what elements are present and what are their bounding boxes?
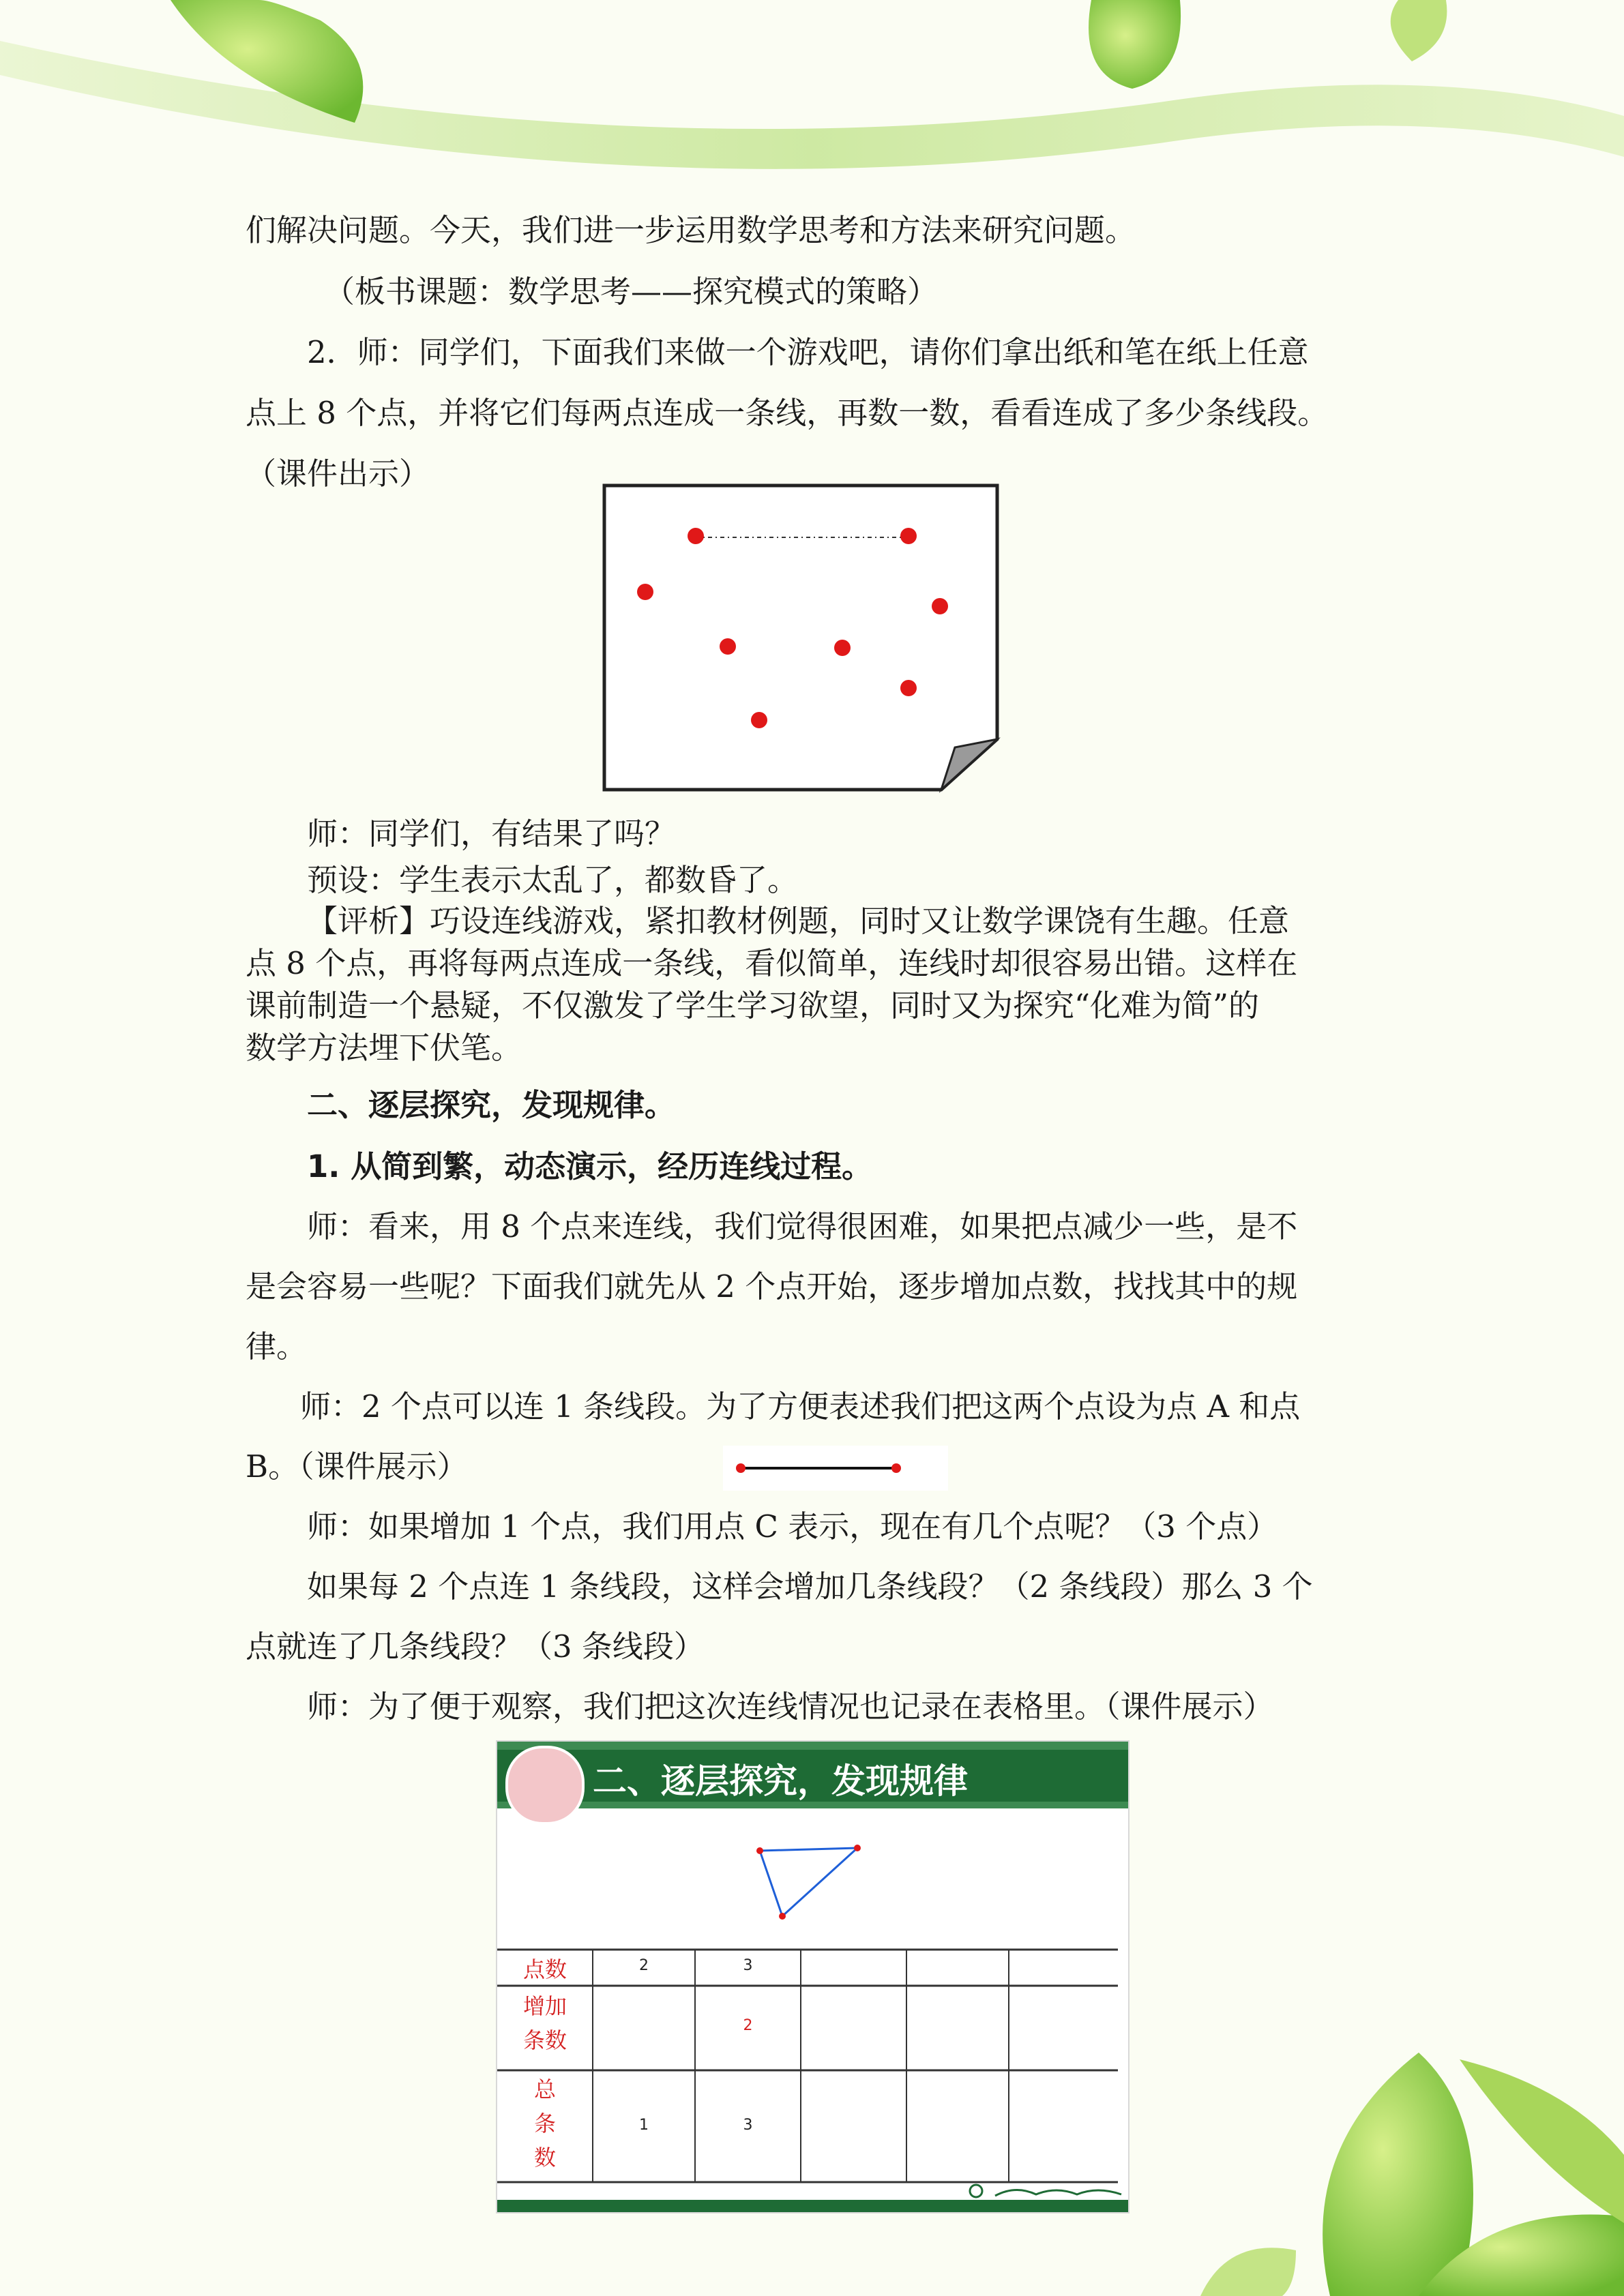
header-added: 增加: [522, 1993, 567, 2019]
slide-title: 二、逐层探究，发现规律: [593, 1761, 968, 1801]
cell-points-2: 2: [639, 1957, 649, 1974]
header-total: 数: [533, 2145, 556, 2171]
paragraph: 如果每 2 个点连 1 条线段，这样会增加几条线段？（2 条线段）那么 3 个: [307, 1568, 1313, 1605]
header-points: 点数: [522, 1956, 567, 1982]
paragraph: 预设：学生表示太乱了，都数昏了。: [307, 862, 799, 898]
paragraph: B。（课件展示）: [246, 1448, 468, 1485]
point-b: [891, 1463, 901, 1473]
board-title-note: （板书课题：数学思考——探究模式的策略）: [324, 273, 939, 310]
paragraph: 律。: [246, 1328, 308, 1365]
paragraph: 师：如果增加 1 个点，我们用点 C 表示，现在有几个点呢？（3 个点）: [307, 1508, 1278, 1545]
slide-footer-bar: [497, 2200, 1128, 2212]
dot: [900, 528, 917, 544]
dot: [900, 680, 917, 696]
paragraph: 师：同学们，有结果了吗？: [307, 816, 676, 852]
point-a: [736, 1463, 745, 1473]
section-heading: 二、逐层探究，发现规律。: [307, 1087, 676, 1123]
cell-total-2: 1: [639, 2117, 649, 2134]
comment-paragraph: 课前制造一个悬疑，不仅激发了学生学习欲望，同时又为探究“化难为简”的: [246, 987, 1260, 1024]
header-added: 条数: [522, 2027, 567, 2053]
publisher-logo-icon: [968, 2182, 1125, 2200]
paragraph: 点上 8 个点，并将它们每两点连成一条线，再数一数，看看连成了多少条线段。: [246, 395, 1329, 431]
paragraph: 们解决问题。今天，我们进一步运用数学思考和方法来研究问题。: [246, 212, 1136, 248]
cell-total-3: 3: [743, 2117, 753, 2134]
paragraph: 师：看来，用 8 个点来连线，我们觉得很困难，如果把点减少一些，是不: [307, 1208, 1298, 1244]
cell-added-3: 2: [743, 2017, 753, 2034]
paragraph: 点就连了几条线段？（3 条线段）: [246, 1628, 705, 1665]
dot: [688, 528, 704, 544]
comment-paragraph: 数学方法埋下伏笔。: [246, 1030, 522, 1066]
cell-points-3: 3: [743, 1957, 753, 1974]
paragraph: 师：2 个点可以连 1 条线段。为了方便表述我们把这两个点设为点 A 和点: [300, 1388, 1301, 1425]
dot: [751, 712, 767, 728]
paragraph: 是会容易一些呢？下面我们就先从 2 个点开始，逐步增加点数，找找其中的规: [246, 1268, 1298, 1304]
paragraph: 师：为了便于观察，我们把这次连线情况也记录在表格里。（课件展示）: [307, 1688, 1274, 1725]
segment-ab-figure: [723, 1446, 948, 1491]
dot: [932, 598, 948, 614]
courseware-slide: [496, 1740, 1130, 2213]
paragraph: 2．师：同学们，下面我们来做一个游戏吧，请你们拿出纸和笔在纸上任意: [307, 334, 1309, 370]
header-total: 总: [533, 2076, 556, 2102]
eight-dots-figure: [600, 481, 1003, 795]
dot: [637, 584, 653, 600]
comment-paragraph: 点 8 个点，再将每两点连成一条线，看似简单，连线时却很容易出错。这样在: [246, 945, 1298, 981]
dot: [720, 638, 736, 655]
subsection-heading: 1. 从简到繁，动态演示，经历连线过程。: [307, 1148, 873, 1184]
header-total: 条: [533, 2111, 556, 2136]
comment-paragraph: 【评析】巧设连线游戏，紧扣教材例题，同时又让数学课饶有生趣。任意: [307, 903, 1290, 939]
dot: [834, 640, 851, 656]
paragraph: （课件出示）: [246, 456, 430, 492]
